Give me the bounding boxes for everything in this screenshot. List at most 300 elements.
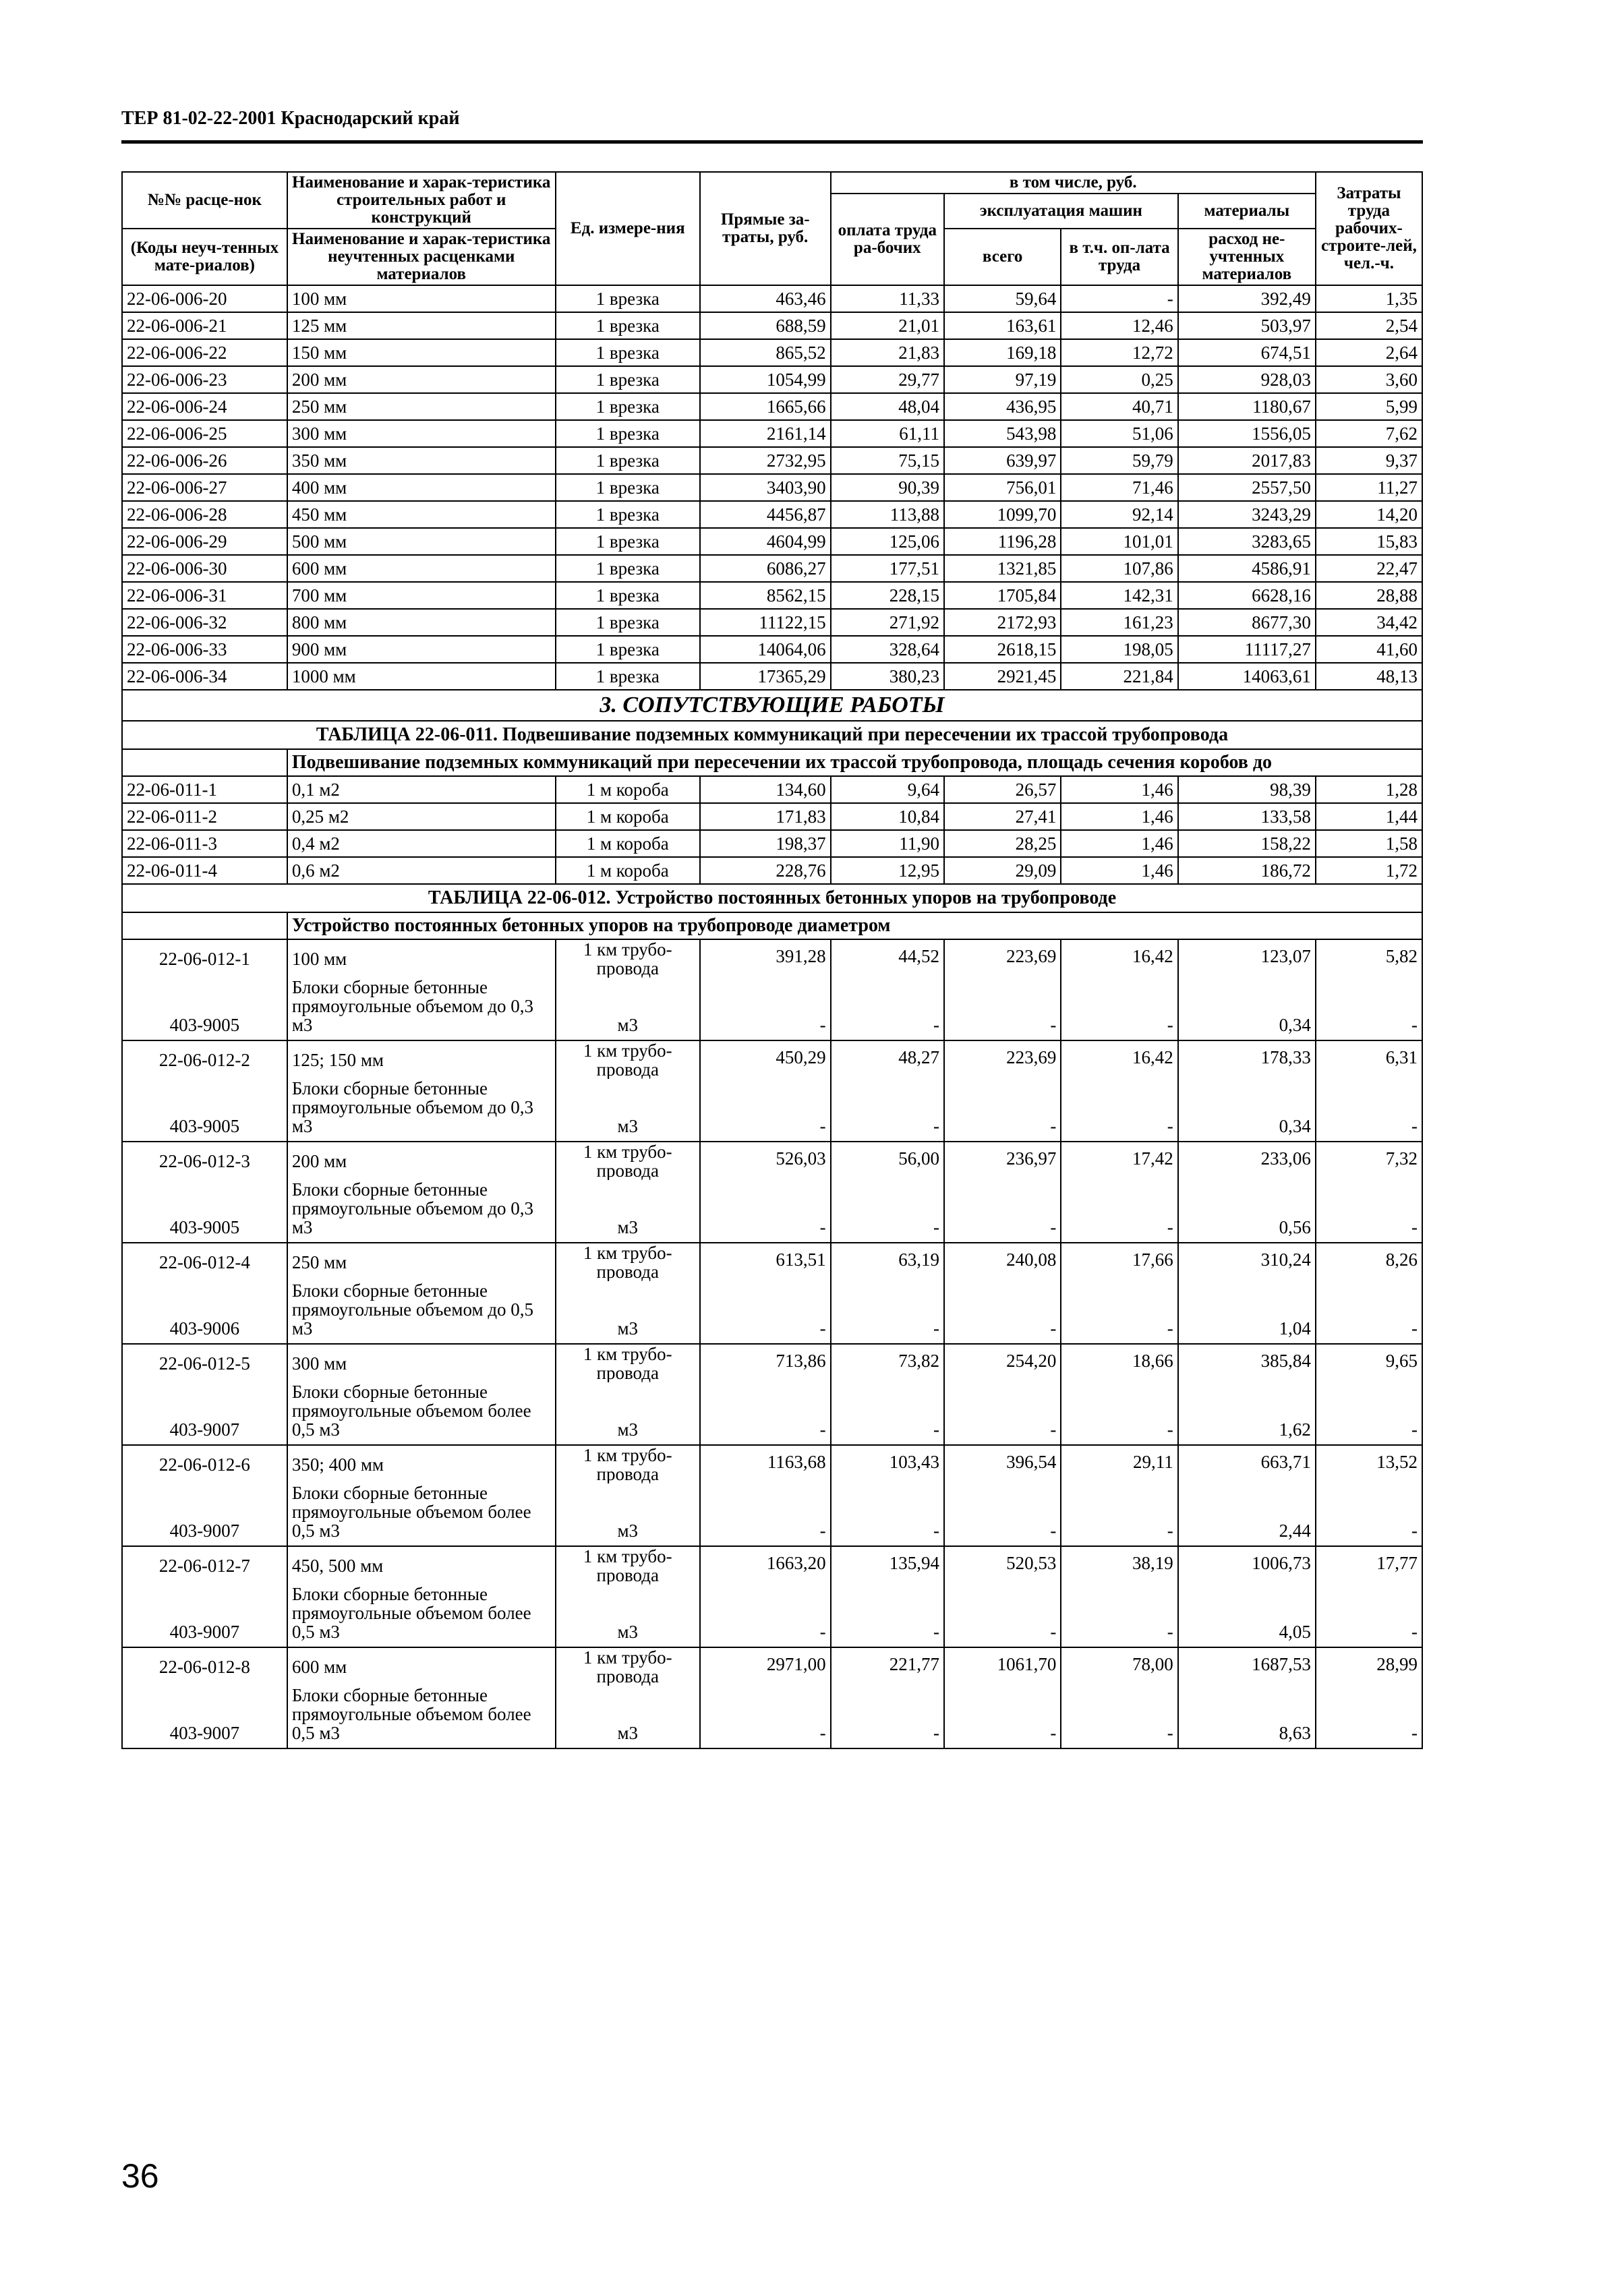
direct-costs: 688,59 <box>700 312 831 339</box>
unit: 1 врезка <box>556 393 700 420</box>
direct-costs: 8562,15 <box>700 582 831 609</box>
material-unit: м3 <box>556 1281 700 1344</box>
group-title: Подвешивание подземных коммуникаций при пересечении их трассой трубопровода, площадь сечения коробов до <box>287 749 1422 776</box>
direct-costs: 613,51 <box>700 1243 831 1281</box>
work-name: 100 мм <box>287 939 556 978</box>
unit: 1 км трубо-провода <box>556 1344 700 1382</box>
direct-costs: 526,03 <box>700 1142 831 1180</box>
material-consumption: 1,62 <box>1178 1382 1316 1445</box>
material-row <box>122 1079 1422 1142</box>
labor-cost: 7,32 <box>1316 1142 1422 1180</box>
page-number: 36 <box>121 2157 159 2195</box>
material-machines-pay: - <box>1061 1382 1177 1445</box>
materials: 392,49 <box>1178 285 1316 312</box>
rate-code: 22-06-011-3 <box>122 830 287 857</box>
unit: 1 км трубо-провода <box>556 1243 700 1281</box>
material-code: 403-9005 <box>122 1180 287 1243</box>
materials: 186,72 <box>1178 857 1316 884</box>
materials: 1556,05 <box>1178 420 1316 447</box>
material-labor-cost: - <box>1316 1079 1422 1142</box>
material-name: Блоки сборные бетонные прямоугольные объемом до 0,3 м3 <box>287 1180 556 1243</box>
machines-labor-pay: 92,14 <box>1061 501 1177 528</box>
machines-total: 520,53 <box>944 1546 1061 1585</box>
labor-cost: 13,52 <box>1316 1445 1422 1483</box>
material-labor-pay: - <box>831 1079 944 1142</box>
unit: 1 врезка <box>556 474 700 501</box>
work-name: 900 мм <box>287 636 556 663</box>
rate-code: 22-06-006-26 <box>122 447 287 474</box>
direct-costs: 1663,20 <box>700 1546 831 1585</box>
work-name: 450, 500 мм <box>287 1546 556 1585</box>
machines-labor-pay: - <box>1061 285 1177 312</box>
machines-total: 254,20 <box>944 1344 1061 1382</box>
table-row <box>122 1142 1422 1180</box>
material-direct-costs: - <box>700 978 831 1040</box>
labor-pay: 56,00 <box>831 1142 944 1180</box>
rate-code: 22-06-006-30 <box>122 555 287 582</box>
table-row <box>122 803 1422 830</box>
material-labor-cost: - <box>1316 978 1422 1040</box>
materials: 123,07 <box>1178 939 1316 978</box>
machines-labor-pay: 1,46 <box>1061 803 1177 830</box>
machines-total: 27,41 <box>944 803 1061 830</box>
group-code-empty <box>122 912 287 939</box>
machines-total: 436,95 <box>944 393 1061 420</box>
material-row <box>122 1281 1422 1344</box>
labor-cost: 2,64 <box>1316 339 1422 366</box>
unit: 1 врезка <box>556 339 700 366</box>
labor-pay: 21,01 <box>831 312 944 339</box>
material-consumption: 4,05 <box>1178 1585 1316 1647</box>
table-row <box>122 1243 1422 1281</box>
labor-cost: 15,83 <box>1316 528 1422 555</box>
materials: 663,71 <box>1178 1445 1316 1483</box>
rate-code: 22-06-006-33 <box>122 636 287 663</box>
machines-labor-pay: 38,19 <box>1061 1546 1177 1585</box>
unit: 1 км трубо-провода <box>556 1142 700 1180</box>
unit: 1 км трубо-провода <box>556 1445 700 1483</box>
labor-pay: 228,15 <box>831 582 944 609</box>
material-machines-pay: - <box>1061 1079 1177 1142</box>
machines-labor-pay: 1,46 <box>1061 776 1177 803</box>
rate-code: 22-06-012-6 <box>122 1445 287 1483</box>
material-labor-pay: - <box>831 1281 944 1344</box>
materials: 503,97 <box>1178 312 1316 339</box>
direct-costs: 17365,29 <box>700 663 831 690</box>
material-labor-pay: - <box>831 1483 944 1546</box>
material-direct-costs: - <box>700 1585 831 1647</box>
machines-labor-pay: 1,46 <box>1061 857 1177 884</box>
labor-cost: 1,44 <box>1316 803 1422 830</box>
materials: 3283,65 <box>1178 528 1316 555</box>
table-row <box>122 420 1422 447</box>
group-row <box>122 912 1422 939</box>
material-labor-pay: - <box>831 1180 944 1243</box>
materials: 133,58 <box>1178 803 1316 830</box>
material-consumption: 1,04 <box>1178 1281 1316 1344</box>
work-name: 250 мм <box>287 1243 556 1281</box>
direct-costs: 11122,15 <box>700 609 831 636</box>
rate-code: 22-06-011-1 <box>122 776 287 803</box>
rate-code: 22-06-012-2 <box>122 1040 287 1079</box>
machines-labor-pay: 78,00 <box>1061 1647 1177 1686</box>
machines-labor-pay: 71,46 <box>1061 474 1177 501</box>
material-labor-cost: - <box>1316 1686 1422 1748</box>
machines-labor-pay: 1,46 <box>1061 830 1177 857</box>
material-consumption: 8,63 <box>1178 1686 1316 1748</box>
table-row <box>122 501 1422 528</box>
machines-labor-pay: 16,42 <box>1061 1040 1177 1079</box>
material-consumption: 0,34 <box>1178 1079 1316 1142</box>
direct-costs: 228,76 <box>700 857 831 884</box>
labor-pay: 90,39 <box>831 474 944 501</box>
work-name: 0,25 м2 <box>287 803 556 830</box>
material-machines-pay: - <box>1061 1483 1177 1546</box>
labor-pay: 221,77 <box>831 1647 944 1686</box>
machines-total: 59,64 <box>944 285 1061 312</box>
rate-code: 22-06-012-7 <box>122 1546 287 1585</box>
rate-code: 22-06-006-31 <box>122 582 287 609</box>
material-labor-cost: - <box>1316 1281 1422 1344</box>
labor-cost: 22,47 <box>1316 555 1422 582</box>
materials: 233,06 <box>1178 1142 1316 1180</box>
unit: 1 врезка <box>556 501 700 528</box>
section-title: 3. СОПУТСТВУЮЩИЕ РАБОТЫ <box>122 690 1422 721</box>
material-row <box>122 1180 1422 1243</box>
header-materials-unaccounted: расход не-учтенных материалов <box>1178 229 1316 285</box>
materials: 4586,91 <box>1178 555 1316 582</box>
rate-code: 22-06-006-24 <box>122 393 287 420</box>
labor-pay: 29,77 <box>831 366 944 393</box>
work-name: 300 мм <box>287 1344 556 1382</box>
labor-cost: 28,99 <box>1316 1647 1422 1686</box>
rate-code: 22-06-012-8 <box>122 1647 287 1686</box>
labor-pay: 177,51 <box>831 555 944 582</box>
material-machines-pay: - <box>1061 1180 1177 1243</box>
work-name: 450 мм <box>287 501 556 528</box>
direct-costs: 4456,87 <box>700 501 831 528</box>
unit: 1 врезка <box>556 663 700 690</box>
machines-labor-pay: 142,31 <box>1061 582 1177 609</box>
material-row <box>122 1686 1422 1748</box>
work-name: 600 мм <box>287 1647 556 1686</box>
direct-costs: 4604,99 <box>700 528 831 555</box>
material-name: Блоки сборные бетонные прямоугольные объемом более 0,5 м3 <box>287 1686 556 1748</box>
material-labor-pay: - <box>831 1585 944 1647</box>
table-row <box>122 939 1422 978</box>
header-direct-costs: Прямые за-траты, руб. <box>700 172 831 285</box>
table-row <box>122 857 1422 884</box>
table-row <box>122 1647 1422 1686</box>
labor-cost: 34,42 <box>1316 609 1422 636</box>
material-code: 403-9006 <box>122 1281 287 1344</box>
material-machines: - <box>944 1180 1061 1243</box>
direct-costs: 171,83 <box>700 803 831 830</box>
material-unit: м3 <box>556 1079 700 1142</box>
material-name: Блоки сборные бетонные прямоугольные объемом до 0,5 м3 <box>287 1281 556 1344</box>
machines-total: 2172,93 <box>944 609 1061 636</box>
material-unit: м3 <box>556 1483 700 1546</box>
header-materials: материалы <box>1178 194 1316 229</box>
material-consumption: 0,56 <box>1178 1180 1316 1243</box>
work-name: 500 мм <box>287 528 556 555</box>
table-row <box>122 1445 1422 1483</box>
rate-code: 22-06-011-2 <box>122 803 287 830</box>
machines-total: 28,25 <box>944 830 1061 857</box>
material-labor-cost: - <box>1316 1382 1422 1445</box>
machines-total: 1705,84 <box>944 582 1061 609</box>
work-name: 0,4 м2 <box>287 830 556 857</box>
work-name: 700 мм <box>287 582 556 609</box>
unit: 1 врезка <box>556 420 700 447</box>
materials: 158,22 <box>1178 830 1316 857</box>
labor-pay: 271,92 <box>831 609 944 636</box>
labor-pay: 12,95 <box>831 857 944 884</box>
material-machines-pay: - <box>1061 1686 1177 1748</box>
labor-cost: 1,58 <box>1316 830 1422 857</box>
direct-costs: 1054,99 <box>700 366 831 393</box>
labor-cost: 28,88 <box>1316 582 1422 609</box>
labor-pay: 113,88 <box>831 501 944 528</box>
header-machines-pay: в т.ч. оп-лата труда <box>1061 229 1177 285</box>
materials: 14063,61 <box>1178 663 1316 690</box>
work-name: 100 мм <box>287 285 556 312</box>
machines-labor-pay: 17,66 <box>1061 1243 1177 1281</box>
labor-pay: 63,19 <box>831 1243 944 1281</box>
labor-cost: 7,62 <box>1316 420 1422 447</box>
material-labor-pay: - <box>831 1382 944 1445</box>
material-machines: - <box>944 1382 1061 1445</box>
material-code: 403-9005 <box>122 978 287 1040</box>
labor-cost: 5,82 <box>1316 939 1422 978</box>
labor-pay: 135,94 <box>831 1546 944 1585</box>
header-labor-pay: оплата труда ра-бочих <box>831 194 944 285</box>
direct-costs: 713,86 <box>700 1344 831 1382</box>
table-row <box>122 609 1422 636</box>
machines-total: 1061,70 <box>944 1647 1061 1686</box>
labor-cost: 9,65 <box>1316 1344 1422 1382</box>
unit: 1 м короба <box>556 830 700 857</box>
machines-total: 163,61 <box>944 312 1061 339</box>
material-labor-pay: - <box>831 1686 944 1748</box>
unit: 1 врезка <box>556 285 700 312</box>
material-machines: - <box>944 1281 1061 1344</box>
machines-labor-pay: 107,86 <box>1061 555 1177 582</box>
machines-labor-pay: 12,46 <box>1061 312 1177 339</box>
materials: 674,51 <box>1178 339 1316 366</box>
rate-code: 22-06-006-22 <box>122 339 287 366</box>
labor-pay: 48,04 <box>831 393 944 420</box>
material-name: Блоки сборные бетонные прямоугольные объемом более 0,5 м3 <box>287 1585 556 1647</box>
direct-costs: 1665,66 <box>700 393 831 420</box>
rate-code: 22-06-012-5 <box>122 1344 287 1382</box>
machines-labor-pay: 40,71 <box>1061 393 1177 420</box>
rate-code: 22-06-006-28 <box>122 501 287 528</box>
labor-pay: 10,84 <box>831 803 944 830</box>
material-name: Блоки сборные бетонные прямоугольные объемом до 0,3 м3 <box>287 1079 556 1142</box>
materials: 8677,30 <box>1178 609 1316 636</box>
machines-total: 236,97 <box>944 1142 1061 1180</box>
rate-code: 22-06-006-21 <box>122 312 287 339</box>
table-row <box>122 474 1422 501</box>
table-row <box>122 285 1422 312</box>
header-unit: Ед. измере-ния <box>556 172 700 285</box>
labor-cost: 1,35 <box>1316 285 1422 312</box>
table-row <box>122 528 1422 555</box>
machines-total: 240,08 <box>944 1243 1061 1281</box>
materials: 1687,53 <box>1178 1647 1316 1686</box>
labor-cost: 1,72 <box>1316 857 1422 884</box>
header-labor-cost: Затраты труда рабочих-строите-лей, чел.-ч. <box>1316 172 1422 285</box>
materials: 2557,50 <box>1178 474 1316 501</box>
rate-code: 22-06-012-3 <box>122 1142 287 1180</box>
table-row <box>122 1344 1422 1382</box>
header-in-total: в том числе, руб. <box>831 172 1316 194</box>
materials: 310,24 <box>1178 1243 1316 1281</box>
labor-pay: 48,27 <box>831 1040 944 1079</box>
direct-costs: 1163,68 <box>700 1445 831 1483</box>
unit: 1 м короба <box>556 776 700 803</box>
work-name: 200 мм <box>287 366 556 393</box>
labor-pay: 61,11 <box>831 420 944 447</box>
labor-cost: 8,26 <box>1316 1243 1422 1281</box>
rate-code: 22-06-006-34 <box>122 663 287 690</box>
table-row <box>122 312 1422 339</box>
machines-total: 2921,45 <box>944 663 1061 690</box>
labor-cost: 41,60 <box>1316 636 1422 663</box>
labor-cost: 2,54 <box>1316 312 1422 339</box>
material-direct-costs: - <box>700 1180 831 1243</box>
labor-cost: 11,27 <box>1316 474 1422 501</box>
material-machines-pay: - <box>1061 1585 1177 1647</box>
materials: 6628,16 <box>1178 582 1316 609</box>
materials: 178,33 <box>1178 1040 1316 1079</box>
material-direct-costs: - <box>700 1281 831 1344</box>
group-code-empty <box>122 749 287 776</box>
work-name: 0,6 м2 <box>287 857 556 884</box>
material-name: Блоки сборные бетонные прямоугольные объемом более 0,5 м3 <box>287 1382 556 1445</box>
labor-pay: 380,23 <box>831 663 944 690</box>
material-row <box>122 1585 1422 1647</box>
materials: 3243,29 <box>1178 501 1316 528</box>
material-code: 403-9007 <box>122 1585 287 1647</box>
work-name: 600 мм <box>287 555 556 582</box>
work-name: 1000 мм <box>287 663 556 690</box>
rate-code: 22-06-006-20 <box>122 285 287 312</box>
group-row <box>122 749 1422 776</box>
header-code: №№ расце-нок <box>122 172 287 229</box>
material-direct-costs: - <box>700 1483 831 1546</box>
material-machines-pay: - <box>1061 978 1177 1040</box>
machines-labor-pay: 161,23 <box>1061 609 1177 636</box>
labor-pay: 44,52 <box>831 939 944 978</box>
material-labor-cost: - <box>1316 1483 1422 1546</box>
material-row <box>122 1483 1422 1546</box>
direct-costs: 2971,00 <box>700 1647 831 1686</box>
direct-costs: 450,29 <box>700 1040 831 1079</box>
material-name: Блоки сборные бетонные прямоугольные объемом более 0,5 м3 <box>287 1483 556 1546</box>
material-unit: м3 <box>556 1180 700 1243</box>
labor-cost: 14,20 <box>1316 501 1422 528</box>
machines-total: 543,98 <box>944 420 1061 447</box>
machines-total: 97,19 <box>944 366 1061 393</box>
machines-labor-pay: 0,25 <box>1061 366 1177 393</box>
rate-code: 22-06-011-4 <box>122 857 287 884</box>
material-labor-pay: - <box>831 978 944 1040</box>
unit: 1 врезка <box>556 366 700 393</box>
table-row <box>122 555 1422 582</box>
material-unit: м3 <box>556 1686 700 1748</box>
unit: 1 км трубо-провода <box>556 939 700 978</box>
work-name: 200 мм <box>287 1142 556 1180</box>
direct-costs: 134,60 <box>700 776 831 803</box>
materials: 1180,67 <box>1178 393 1316 420</box>
unit: 1 врезка <box>556 312 700 339</box>
materials: 11117,27 <box>1178 636 1316 663</box>
header-name-unaccounted: Наименование и харак-теристика неучтенных расценками материалов <box>287 229 556 285</box>
labor-cost: 48,13 <box>1316 663 1422 690</box>
rates-table <box>121 171 1423 1749</box>
material-machines-pay: - <box>1061 1281 1177 1344</box>
header-machines: эксплуатация машин <box>944 194 1178 229</box>
material-code: 403-9005 <box>122 1079 287 1142</box>
direct-costs: 2732,95 <box>700 447 831 474</box>
machines-labor-pay: 59,79 <box>1061 447 1177 474</box>
direct-costs: 3403,90 <box>700 474 831 501</box>
work-name: 0,1 м2 <box>287 776 556 803</box>
material-labor-cost: - <box>1316 1585 1422 1647</box>
machines-labor-pay: 12,72 <box>1061 339 1177 366</box>
labor-cost: 17,77 <box>1316 1546 1422 1585</box>
material-code: 403-9007 <box>122 1382 287 1445</box>
unit: 1 м короба <box>556 803 700 830</box>
rate-code: 22-06-006-23 <box>122 366 287 393</box>
materials: 98,39 <box>1178 776 1316 803</box>
direct-costs: 14064,06 <box>700 636 831 663</box>
rate-code: 22-06-006-29 <box>122 528 287 555</box>
table-title: ТАБЛИЦА 22-06-011. Подвешивание подземных коммуникаций при пересечении их трассой трубопровода <box>122 721 1422 749</box>
machines-labor-pay: 18,66 <box>1061 1344 1177 1382</box>
running-head: ТЕР 81-02-22-2001 Краснодарский край <box>121 108 460 129</box>
labor-cost: 6,31 <box>1316 1040 1422 1079</box>
material-machines: - <box>944 1585 1061 1647</box>
material-row <box>122 978 1422 1040</box>
table-title <box>122 884 1422 912</box>
table-row <box>122 776 1422 803</box>
machines-total: 223,69 <box>944 1040 1061 1079</box>
rate-code: 22-06-012-4 <box>122 1243 287 1281</box>
machines-total: 2618,15 <box>944 636 1061 663</box>
table-row <box>122 447 1422 474</box>
materials: 385,84 <box>1178 1344 1316 1382</box>
material-code: 403-9007 <box>122 1483 287 1546</box>
labor-pay: 11,33 <box>831 285 944 312</box>
header-machines-total: всего <box>944 229 1061 285</box>
direct-costs: 463,46 <box>700 285 831 312</box>
labor-pay: 9,64 <box>831 776 944 803</box>
machines-total: 26,57 <box>944 776 1061 803</box>
table-title: ТАБЛИЦА 22-06-012. Устройство постоянных бетонных упоров на трубопроводе <box>122 884 1422 912</box>
table-row <box>122 663 1422 690</box>
machines-total: 639,97 <box>944 447 1061 474</box>
unit: 1 км трубо-провода <box>556 1546 700 1585</box>
material-direct-costs: - <box>700 1079 831 1142</box>
table-row <box>122 582 1422 609</box>
direct-costs: 2161,14 <box>700 420 831 447</box>
material-machines: - <box>944 1686 1061 1748</box>
machines-labor-pay: 101,01 <box>1061 528 1177 555</box>
labor-pay: 75,15 <box>831 447 944 474</box>
